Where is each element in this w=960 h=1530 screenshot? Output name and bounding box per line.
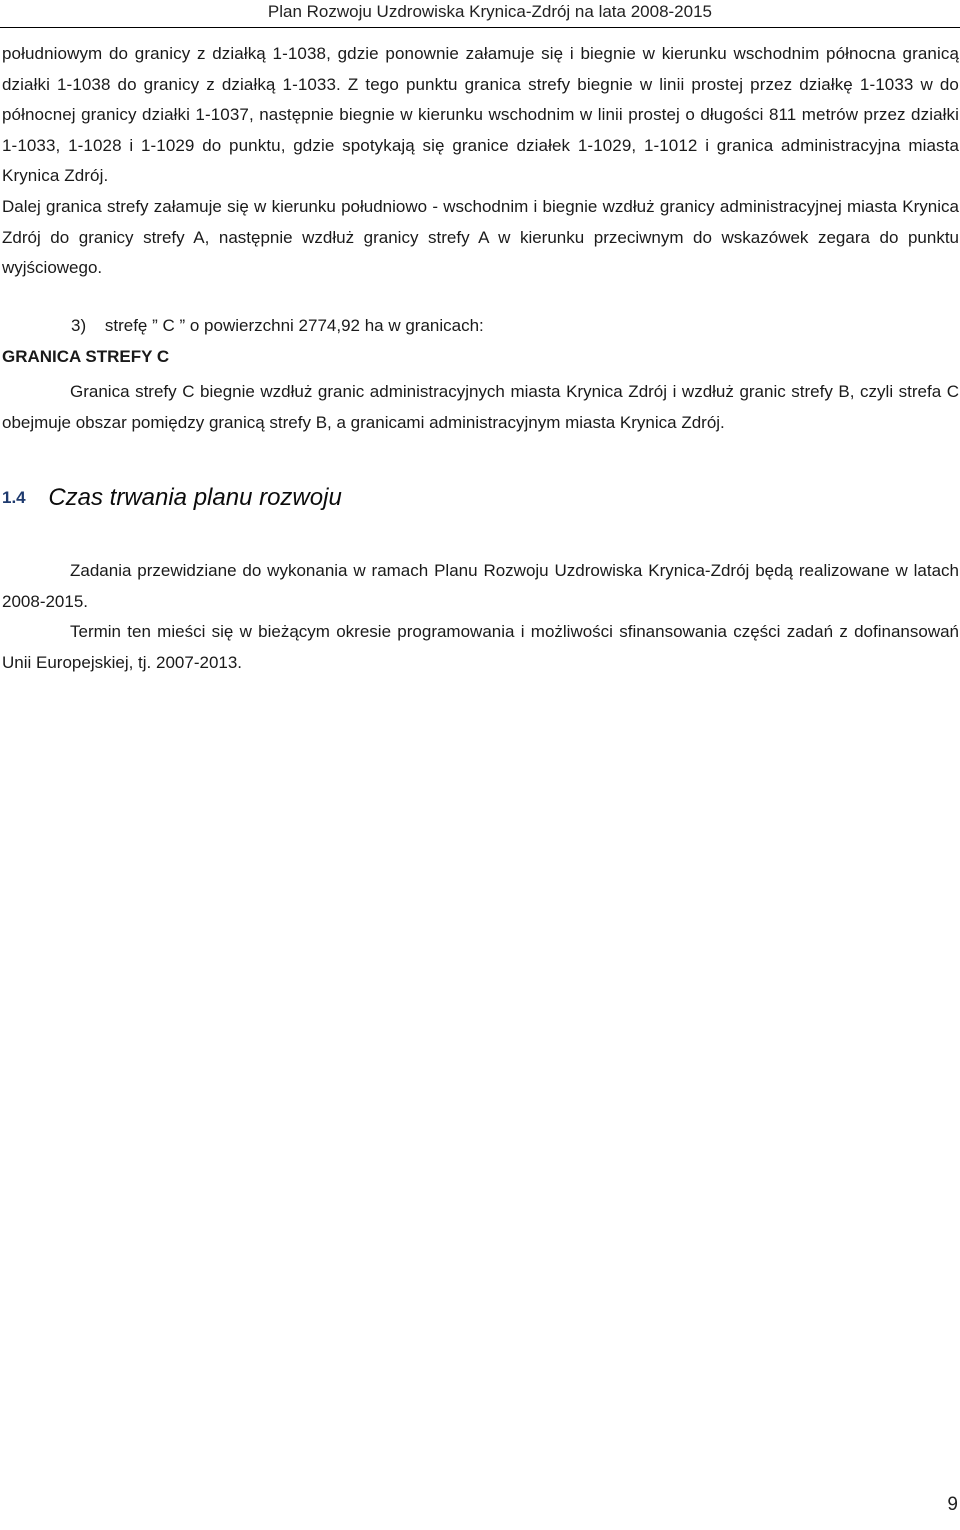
paragraph-funding: Termin ten mieści się w bieżącym okresie programowania i możliwości sfinansowania części zadań z dofinansowań Unii Europejskiej, tj. 2007-2013. (2, 622, 959, 672)
section-body (2, 556, 959, 678)
paragraph-zone-b-boundary: południowym do granicy z działką 1-1038, gdzie ponownie załamuje się i biegnie w kierunku wschodnim północna granicą działki 1-1038 do granicy z działką 1-1033. Z tego punktu granica strefy biegnie w linii prostej przez działkę 1-1033 w do północnej granicy działki 1-1037, następnie biegnie w kierunku wschodnim w linii prostej o długości 811 metrów przez działki 1-1033, 1-1028 i 1-1029 do punktu, gdzie spotykają się granice działek 1-1029, 1-1012 i granica administracyjna miasta Krynica Zdrój. (2, 44, 959, 186)
list-number: 3) (71, 316, 87, 335)
list-item-zone-c (71, 316, 484, 336)
header-rule (0, 27, 960, 28)
running-header: Plan Rozwoju Uzdrowiska Krynica-Zdrój na lata 2008-2015 (267, 2, 712, 21)
page-number: 9 (947, 1494, 958, 1515)
paragraph-zone-b-continuation: Dalej granica strefy załamuje się w kierunku południowo - wschodnim i biegnie wzdłuż granicy administracyjnej miasta Krynica Zdrój do granicy strefy A, następnie wzdłuż granicy strefy A w kierunku przeciwnym do wskazówek zegara do punktu wyjściowego. (2, 196, 959, 278)
section-heading (2, 484, 342, 512)
section-title: Czas trwania planu rozwoju (48, 484, 342, 511)
paragraph-duration: Zadania przewidziane do wykonania w ramach Planu Rozwoju Uzdrowiska Krynica-Zdrój będą realizowane w latach 2008-2015. (2, 561, 959, 611)
section-number: 1.4 (2, 488, 26, 507)
paragraph-zone-c: Granica strefy C biegnie wzdłuż granic administracyjnych miasta Krynica Zdrój i wzdłuż granic strefy B, czyli strefa C obejmuje obszar pomiędzy granicą strefy B, a granicami administracyjnym miasta Krynica Zdrój. (2, 382, 959, 432)
list-text: strefę ” C ” o powierzchni 2774,92 ha w granicach: (104, 316, 484, 335)
zone-c-block (2, 377, 959, 438)
subheading-zone-c: GRANICA STREFY C (2, 347, 170, 366)
boundary-paragraph-block (2, 39, 959, 284)
